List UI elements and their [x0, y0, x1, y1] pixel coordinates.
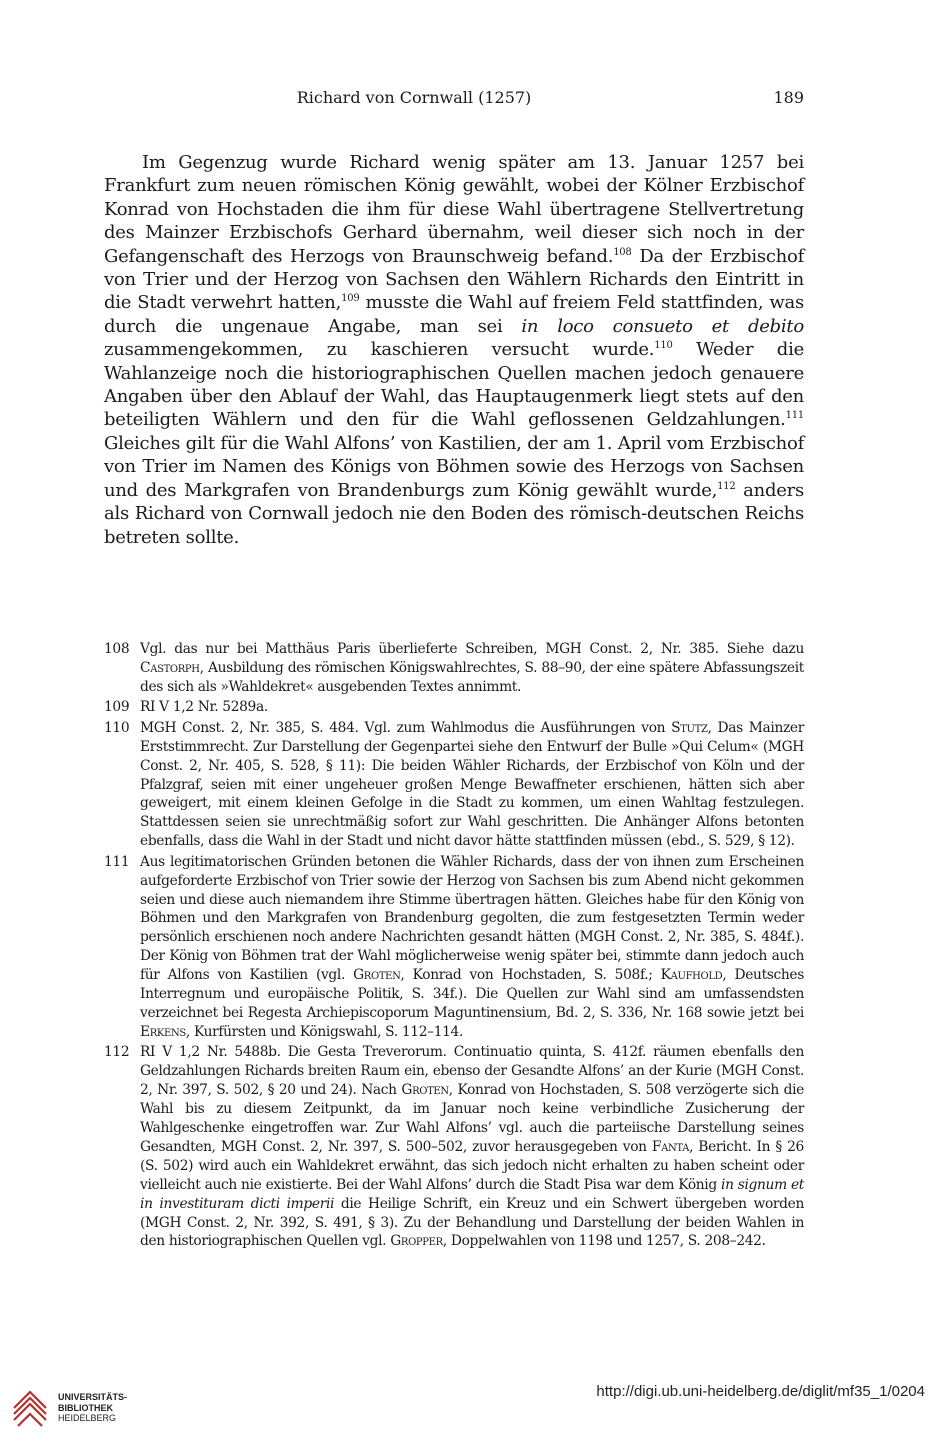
text-run: Aus legitimatorischen Gründen betonen die Wähler Richards, dass der von ihnen zum Erscheinen aufgeforderte Erzbischof von Trier sowie der Herzog von Sachsen bis zum Abend nicht gekommen seien und diese auch niemandem ihre Stimme übertragen hätten. Gleiches habe für den König von Böhmen und den Markgrafen von Brandenburg gegolten, die zum festgesetzten Termin weder persönlich erschienen noch andere Nachrichten gesandt hätten (MGH Const. 2, Nr. 385, S. 484f.). Der König von Böhmen trat der Wahl möglicherweise wenig später bei, stimmte dann jedoch auch für Alfons von Kastilien (vgl.	[140, 853, 804, 984]
latin-quote: in loco consueto et debito	[521, 315, 804, 337]
footer	[0, 1372, 941, 1437]
text-run: anders als Richard von Cornwall jedoch nie den Boden des römisch-deutschen Reichs betreten sollte.	[104, 479, 804, 548]
text-run: Da der Erzbischof von Trier und der Herzog von Sachsen den Wählern Richards den Eintritt in die Stadt verwehrt hatten,	[104, 245, 804, 314]
author-name: Groten	[353, 967, 401, 984]
text-run: MGH Const. 2, Nr. 385, S. 484. Vgl. zum Wahlmodus die Ausführungen von	[140, 719, 672, 736]
footnote-108	[104, 640, 804, 697]
library-logo[interactable]	[10, 1378, 180, 1428]
logo-line: UNIVERSITÄTS-	[58, 1392, 128, 1402]
text-run: RI V 1,2 Nr. 5289a.	[140, 699, 268, 716]
footnote-109	[104, 698, 804, 717]
text-run: die Heilige Schrift, ein Kreuz und ein Schwert übergeben worden (MGH Const. 2, Nr. 392, S. 491, § 3). Zu der Behandlung und Darstellung der beiden Wahlen in den historiographischen Quellen vgl.	[140, 1195, 804, 1250]
page-number: 189	[773, 88, 804, 107]
text-run: , Ausbildung des römischen Königswahlrechtes, S. 88–90, der eine spätere Abfassungszeit des sich als »Wahldekret« ausgebenden Textes annimmt.	[140, 659, 804, 695]
footnote-number: 109	[104, 699, 130, 716]
running-head	[104, 88, 804, 110]
author-name: Castorph	[140, 659, 200, 676]
paragraph	[104, 151, 804, 549]
footnote-number: 112	[104, 1044, 130, 1061]
footnote-ref[interactable]: 110	[654, 340, 673, 352]
library-name	[58, 1392, 127, 1424]
footnote-111	[104, 853, 804, 1042]
author-name: Gropper	[390, 1233, 443, 1250]
text-run: Im Gegenzug wurde Richard wenig später am 13. Januar 1257 bei Frankfurt zum neuen römischen König gewählt, wobei der Kölner Erzbischof Konrad von Hochstaden die ihm für diese Wahl übertragene Stellvertretung des Mainzer Erzbischofs Gerhard übernahm, weil dieser sich noch in der Gefangenschaft des Herzogs von Braunschweig befand.	[104, 152, 804, 267]
text-run: Vgl. das nur bei Matthäus Paris überlieferte Schreiben, MGH Const. 2, Nr. 385. Siehe dazu	[140, 641, 804, 657]
text-run: , Das Mainzer Erststimmrecht. Zur Darstellung der Gegenpartei siehe den Entwurf der Bulle »Qui Celum« (MGH Const. 2, Nr. 405, S. 528, § 11): Die beiden Wähler Richards, der Erzbischof von Köln und der Pfalzgraf, seien mit einer ungeheuer großen Menge Bewaffneter erschienen, hätten sich aber geweigert, mit einem kleinen Gefolge in die Stadt zu kommen, um einen Wahltag festzulegen. Stattdessen seien sie unrechtmäßig sofort zur Wahl geschritten. Die Anhänger Alfons betonten ebenfalls, dass die Wahl in der Stadt und nicht davor hätte stattfinden müssen (ebd., S. 529, § 12).	[140, 719, 804, 850]
logo-line: BIBLIOTHEK	[58, 1402, 113, 1413]
footnote-ref[interactable]: 112	[717, 480, 736, 492]
footnote-110	[104, 719, 804, 851]
footnote-ref[interactable]: 108	[613, 246, 632, 258]
text-run: , Kurfürsten und Königswahl, S. 112–114.	[185, 1023, 464, 1040]
text-run: musste die Wahl auf freiem Feld stattfinden, was durch die ungenaue Angabe, man sei	[104, 292, 805, 337]
footnote-text	[140, 719, 804, 851]
author-name: Groten	[401, 1082, 449, 1099]
text-run: , Doppelwahlen von 1198 und 1257, S. 208–242.	[442, 1233, 766, 1250]
footnote-ref[interactable]: 109	[341, 293, 360, 305]
footnotes	[104, 640, 804, 1253]
footnote-text	[140, 640, 804, 697]
text-run: , Deutsches Interregnum und europäische Politik, S. 34f.). Die Quellen zur Wahl sind am umfassendsten verzeichnet bei Regesta Archiepiscoporum Maguntinensium, Bd. 2, S. 336, Nr. 168 sowie jetzt bei	[140, 967, 804, 1021]
text-run: , Konrad von Hochstaden, S. 508 verzögerte sich die Wahl bis zu diesem Zeitpunkt, da im Januar noch keine verbindliche Zusicherung der Wahlgeschenke eingetroffen war. Zur Wahl Alfons’ vgl. auch die parteiische Darstellung seines Gesandten, MGH Const. 2, Nr. 397, S. 500–502, zuvor herausgegeben von	[140, 1082, 804, 1155]
text-run: Weder die Wahlanzeige noch die historiographischen Quellen machen jedoch genauere Angaben über den Ablauf der Wahl, das Hauptaugenmerk liegt stets auf den beteiligten Wählern und den für die Wahl geflossenen Geldzahlungen.	[104, 339, 804, 431]
source-url[interactable]: http://digi.ub.uni-heidelberg.de/diglit/mf35_1/0204	[596, 1383, 925, 1400]
text-run: , Konrad von Hochstaden, S. 508f.;	[400, 967, 661, 984]
author-name: Kaufhold	[660, 967, 723, 984]
latin-quote: in signum et in investituram dicti imperii	[140, 1176, 804, 1212]
footnote-112	[104, 1043, 804, 1251]
text-run: Gleiches gilt für die Wahl Alfons’ von Kastilien, der am 1. April vom Erzbischof von Trier im Namen des Königs von Böhmen sowie des Herzogs von Sachsen und des Markgrafen von Brandenburgs zum König gewählt wurde,	[104, 432, 804, 501]
footnote-text	[140, 1043, 804, 1251]
author-name: Erkens	[140, 1023, 186, 1040]
footnote-number: 108	[104, 641, 130, 657]
main-text	[104, 151, 804, 549]
footnote-number: 111	[104, 853, 130, 870]
running-title: Richard von Cornwall (1257)	[296, 88, 532, 107]
text-run: zusammengekommen, zu kaschieren versucht wurde.	[104, 339, 655, 361]
text-run: RI V 1,2 Nr. 5488b. Die Gesta Treverorum. Continuatio quinta, S. 412f. räumen ebenfalls den Geldzahlungen Richards breiten Raum ein, ebenso der Gesandte Alfons’ an der Kurie (MGH Const. 2, Nr. 397, S. 502, § 20 und 24). Nach	[140, 1044, 804, 1099]
author-name: Fanta	[651, 1138, 690, 1155]
footnote-text	[140, 698, 804, 717]
author-name: Stutz	[671, 719, 708, 736]
footnote-number: 110	[104, 719, 130, 736]
footnote-text	[140, 853, 804, 1042]
library-emblem-icon	[10, 1378, 50, 1428]
text-run: , Bericht. In § 26 (S. 502) wird auch ein Wahldekret erwähnt, das sich jedoch nicht erhalten zu haben scheint oder vielleicht auch nie existierte. Bei der Wahl Alfons’ durch die Stadt Pisa war dem König	[140, 1138, 804, 1193]
footnote-ref[interactable]: 111	[785, 410, 804, 422]
logo-line: HEIDELBERG	[58, 1413, 117, 1423]
